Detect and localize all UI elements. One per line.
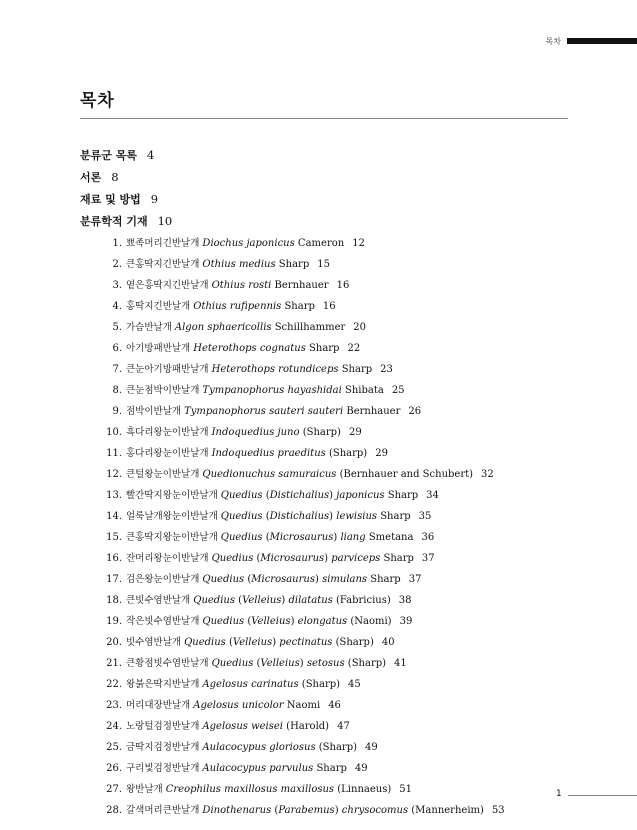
entry-author: ): [329, 490, 337, 501]
entry-number: 7.: [112, 364, 122, 375]
entry-author: Naomi: [283, 700, 321, 711]
entry-scientific-name: Indoquedius praeditus: [211, 448, 326, 459]
toc-entry[interactable]: [98, 716, 505, 737]
toc-entry[interactable]: [98, 422, 505, 443]
section-label: 서론: [80, 171, 102, 184]
entry-author: (: [244, 616, 252, 627]
entry-korean-name: 흑다리왕눈이반날개: [126, 427, 209, 438]
entry-number: 18.: [106, 595, 122, 606]
entry-page: 29: [348, 427, 362, 438]
entry-scientific-name: Quedius: [211, 553, 254, 564]
entry-page: 45: [348, 679, 361, 690]
entry-page: 37: [421, 553, 435, 564]
entry-author: (: [253, 553, 261, 564]
entry-number: 22.: [106, 679, 122, 690]
toc-entry[interactable]: [98, 758, 505, 779]
toc-entry[interactable]: [98, 590, 505, 611]
entry-number: 14.: [106, 511, 122, 522]
entry-scientific-name: Othius rosti: [211, 280, 272, 291]
entry-number: 9.: [112, 406, 122, 417]
toc-section[interactable]: [80, 166, 172, 188]
entry-number: 11.: [106, 448, 122, 459]
entry-number: 17.: [106, 574, 122, 585]
entry-author: ): [281, 595, 289, 606]
entry-scientific-name: elongatus: [297, 616, 348, 627]
toc-entry[interactable]: [98, 296, 505, 317]
entry-page: 46: [328, 700, 341, 711]
entry-scientific-name: Diochus japonicus: [202, 238, 295, 249]
entry-scientific-name: Heterothops rotundiceps: [211, 364, 339, 375]
entry-author: (: [225, 637, 233, 648]
entry-scientific-name: Agelosus unicolor: [193, 700, 284, 711]
entry-author: (: [253, 658, 261, 669]
entry-page: 25: [391, 385, 405, 396]
entry-page: 32: [481, 469, 494, 480]
toc-entry[interactable]: [98, 569, 505, 590]
entry-scientific-name: Parabemus: [278, 805, 335, 816]
section-page: 4: [146, 148, 155, 162]
entry-scientific-name: Dinothenarus: [202, 805, 272, 816]
entry-scientific-name: Tympanophorus sauteri sauteri: [184, 406, 344, 417]
entry-scientific-name: simulans: [322, 574, 368, 585]
entry-korean-name: 아기방패반날개: [126, 343, 191, 354]
entry-korean-name: 홍딱지긴반날개: [126, 301, 191, 312]
entry-number: 3.: [112, 280, 122, 291]
toc-entry[interactable]: [98, 779, 505, 800]
entry-author: Bernhauer: [271, 280, 329, 291]
toc-entry[interactable]: [98, 653, 505, 674]
entry-scientific-name: Aulacocypus parvulus: [202, 763, 314, 774]
entry-scientific-name: Velleius: [251, 616, 291, 627]
section-label: 재료 및 방법: [80, 193, 141, 206]
entry-author: (Naomi): [347, 616, 392, 627]
entry-page: 38: [398, 595, 412, 606]
entry-page: 26: [408, 406, 422, 417]
entry-author: Sharp: [275, 259, 310, 270]
entry-korean-name: 뾰족머리긴반날개: [126, 238, 200, 249]
entry-page: 36: [421, 532, 435, 543]
entry-page: 49: [365, 742, 378, 753]
entry-number: 24.: [106, 721, 122, 732]
entry-author: Sharp: [305, 343, 340, 354]
entry-author: (: [262, 490, 270, 501]
entry-author: (Linnaeus): [334, 784, 392, 795]
section-page: 8: [111, 170, 119, 184]
toc-section[interactable]: [80, 210, 172, 232]
entry-page: 40: [381, 637, 395, 648]
entry-scientific-name: Velleius: [242, 595, 282, 606]
entry-scientific-name: Quedius: [184, 637, 226, 648]
entry-page: 16: [322, 301, 336, 312]
entry-korean-name: 큰털왕눈이반날개: [126, 469, 200, 480]
entry-scientific-name: Velleius: [232, 637, 273, 648]
entry-korean-name: 왕반날개: [126, 784, 163, 795]
entry-author: (Sharp): [298, 679, 341, 690]
entry-author: (: [244, 574, 252, 585]
entry-number: 27.: [106, 784, 122, 795]
title-rule: [80, 118, 568, 119]
entry-korean-name: 빨간딱지왕눈이반날개: [126, 490, 218, 501]
entry-scientific-name: Indoquedius juno: [211, 427, 300, 438]
toc-entry[interactable]: [98, 233, 505, 254]
entry-korean-name: 큰빗수염반날개: [126, 595, 191, 606]
entry-korean-name: 구리빛검정반날개: [126, 763, 200, 774]
entry-author: (Sharp): [332, 637, 374, 648]
entry-page: 49: [354, 763, 368, 774]
entry-scientific-name: Aulacocypus gloriosus: [202, 742, 316, 753]
entry-korean-name: 큰눈아기방패반날개: [126, 364, 209, 375]
entry-scientific-name: Algon sphaericollis: [174, 322, 272, 333]
entry-korean-name: 잔머리왕눈이반날개: [126, 553, 209, 564]
entry-scientific-name: lewisius: [336, 511, 378, 522]
section-label: 분류학적 기재: [80, 215, 148, 228]
entry-korean-name: 큰홍딱지왕눈이반날개: [126, 532, 218, 543]
entry-number: 4.: [112, 301, 122, 312]
entry-korean-name: 큰홍딱지긴반날개: [126, 259, 200, 270]
entry-number: 6.: [112, 343, 122, 354]
entry-page: 53: [491, 805, 505, 816]
entry-author: ): [334, 805, 342, 816]
entry-korean-name: 가슴반날개: [126, 322, 172, 333]
entry-page: 35: [418, 511, 432, 522]
entry-scientific-name: Quedionuchus samuraicus: [202, 469, 337, 480]
entry-page: 16: [336, 280, 350, 291]
entry-scientific-name: setosus: [306, 658, 345, 669]
entry-number: 2.: [112, 259, 122, 270]
entry-scientific-name: Agelosus weisei: [202, 721, 283, 732]
section-label: 분류군 목록: [80, 149, 137, 162]
entry-author: Sharp: [313, 763, 347, 774]
running-header: 목차: [545, 37, 561, 46]
entry-number: 10.: [106, 427, 122, 438]
entry-page: 12: [352, 238, 365, 249]
entry-scientific-name: Microsaurus: [269, 532, 334, 543]
entry-korean-name: 검은왕눈이반날개: [126, 574, 200, 585]
entry-korean-name: 홍다리왕눈이반날개: [126, 448, 209, 459]
entry-author: Smetana: [365, 532, 414, 543]
entry-author: (Sharp): [344, 658, 387, 669]
toc-entry[interactable]: [98, 527, 505, 548]
entry-author: (Harold): [283, 721, 330, 732]
toc-entry[interactable]: [98, 380, 505, 401]
entry-author: (: [262, 511, 270, 522]
entry-scientific-name: liang: [340, 532, 366, 543]
entry-korean-name: 큰눈점박이반날개: [126, 385, 200, 396]
entry-author: Sharp: [380, 553, 414, 564]
toc-entry[interactable]: [98, 401, 505, 422]
toc-entry[interactable]: [98, 317, 505, 338]
page-number: 1: [556, 789, 562, 799]
entry-scientific-name: Microsaurus: [260, 553, 325, 564]
entry-author: (Sharp): [299, 427, 341, 438]
entry-author: Sharp: [281, 301, 315, 312]
entry-scientific-name: Quedius: [202, 616, 245, 627]
entry-author: ): [290, 616, 298, 627]
entry-author: (Sharp): [325, 448, 368, 459]
entry-number: 12.: [106, 469, 122, 480]
header-bar: [567, 38, 637, 44]
entry-number: 15.: [106, 532, 122, 543]
toc-entry[interactable]: [98, 275, 505, 296]
entry-page: 23: [380, 364, 393, 375]
entry-scientific-name: Quedius: [220, 511, 263, 522]
entry-author: (: [234, 595, 243, 606]
entry-page: 15: [317, 259, 330, 270]
entry-scientific-name: Distichalius: [269, 511, 330, 522]
entry-number: 28.: [106, 805, 122, 816]
entry-author: Bernhauer: [343, 406, 401, 417]
entry-number: 1.: [112, 238, 122, 249]
entry-number: 16.: [106, 553, 122, 564]
entry-author: ): [299, 658, 307, 669]
entry-author: (Mannerheim): [408, 805, 484, 816]
entry-scientific-name: Othius rufipennis: [193, 301, 282, 312]
entry-korean-name: 빗수염반날개: [126, 637, 182, 648]
entry-author: ): [329, 511, 337, 522]
entry-page: 34: [426, 490, 439, 501]
entry-page: 47: [337, 721, 350, 732]
toc-entry[interactable]: [98, 695, 505, 716]
entry-page: 39: [399, 616, 413, 627]
entry-korean-name: 큰황점빗수염반날개: [126, 658, 209, 669]
toc-entry[interactable]: [98, 443, 505, 464]
entry-number: 21.: [106, 658, 122, 669]
entry-author: Shibata: [341, 385, 384, 396]
toc-entry[interactable]: [98, 254, 505, 275]
entry-author: (: [262, 532, 270, 543]
entry-korean-name: 옅은홍딱지긴반날개: [126, 280, 209, 291]
toc-section[interactable]: [80, 188, 172, 210]
entry-scientific-name: Quedius: [193, 595, 235, 606]
toc-entry[interactable]: [98, 611, 505, 632]
species-entry-list: [98, 233, 505, 821]
entry-korean-name: 갈색머리큰반날개: [126, 805, 200, 816]
toc-entry[interactable]: [98, 800, 505, 821]
entry-scientific-name: Tympanophorus hayashidai: [202, 385, 342, 396]
section-list: [80, 144, 172, 232]
entry-author: (Sharp): [315, 742, 358, 753]
entry-author: (: [271, 805, 279, 816]
toc-entry[interactable]: [98, 359, 505, 380]
section-page: 9: [150, 192, 159, 206]
entry-author: Sharp: [338, 364, 373, 375]
entry-number: 19.: [106, 616, 122, 627]
footer-rule: [568, 795, 637, 796]
entry-scientific-name: Heterothops cognatus: [193, 343, 306, 354]
entry-number: 26.: [106, 763, 122, 774]
entry-scientific-name: Quedius: [220, 490, 263, 501]
entry-korean-name: 금딱지검정반날개: [126, 742, 200, 753]
entry-scientific-name: parviceps: [331, 553, 381, 564]
entry-scientific-name: chrysocomus: [341, 805, 409, 816]
entry-page: 20: [353, 322, 366, 333]
entry-number: 20.: [106, 637, 122, 648]
entry-scientific-name: Distichalius: [269, 490, 330, 501]
entry-scientific-name: Quedius: [202, 574, 245, 585]
toc-entry[interactable]: [98, 632, 505, 653]
entry-scientific-name: pectinatus: [279, 637, 333, 648]
entry-page: 37: [408, 574, 422, 585]
toc-entry[interactable]: [98, 485, 505, 506]
entry-page: 51: [399, 784, 412, 795]
entry-author: Sharp: [377, 511, 411, 522]
toc-entry[interactable]: [98, 737, 505, 758]
entry-scientific-name: dilatatus: [288, 595, 333, 606]
entry-author: Schillhammer: [271, 322, 346, 333]
entry-scientific-name: Microsaurus: [251, 574, 315, 585]
entry-author: ): [272, 637, 280, 648]
entry-author: (Bernhauer and Schubert): [336, 469, 474, 480]
entry-scientific-name: Agelosus carinatus: [202, 679, 299, 690]
entry-scientific-name: Velleius: [260, 658, 300, 669]
entry-page: 29: [375, 448, 388, 459]
entry-page: 22: [347, 343, 361, 354]
entry-scientific-name: Quedius: [220, 532, 263, 543]
entry-scientific-name: japonicus: [336, 490, 385, 501]
entry-number: 13.: [106, 490, 122, 501]
entry-number: 23.: [106, 700, 122, 711]
page-title: 목차: [80, 91, 115, 111]
entry-author: Sharp: [384, 490, 419, 501]
entry-korean-name: 노랑털검정반날개: [126, 721, 200, 732]
entry-korean-name: 작은빗수염반날개: [126, 616, 200, 627]
entry-author: (Fabricius): [332, 595, 391, 606]
entry-author: ): [324, 553, 332, 564]
entry-author: Sharp: [367, 574, 401, 585]
entry-author: ): [333, 532, 341, 543]
entry-scientific-name: Othius medius: [202, 259, 276, 270]
toc-entry[interactable]: [98, 464, 505, 485]
toc-entry[interactable]: [98, 506, 505, 527]
entry-korean-name: 머리대장반날개: [126, 700, 191, 711]
entry-number: 5.: [112, 322, 122, 333]
entry-number: 8.: [112, 385, 122, 396]
toc-entry[interactable]: [98, 548, 505, 569]
entry-author: Cameron: [294, 238, 345, 249]
toc-section[interactable]: [80, 144, 172, 166]
toc-entry[interactable]: [98, 674, 505, 695]
entry-korean-name: 왕붉은딱지반날개: [126, 679, 200, 690]
entry-author: ): [314, 574, 323, 585]
toc-entry[interactable]: [98, 338, 505, 359]
entry-scientific-name: Quedius: [211, 658, 254, 669]
section-page: 10: [157, 214, 173, 228]
entry-korean-name: 점박이반날개: [126, 406, 182, 417]
entry-scientific-name: Creophilus maxillosus maxillosus: [165, 784, 335, 795]
entry-korean-name: 얼룩날개왕눈이반날개: [126, 511, 218, 522]
entry-number: 25.: [106, 742, 122, 753]
entry-page: 41: [394, 658, 407, 669]
